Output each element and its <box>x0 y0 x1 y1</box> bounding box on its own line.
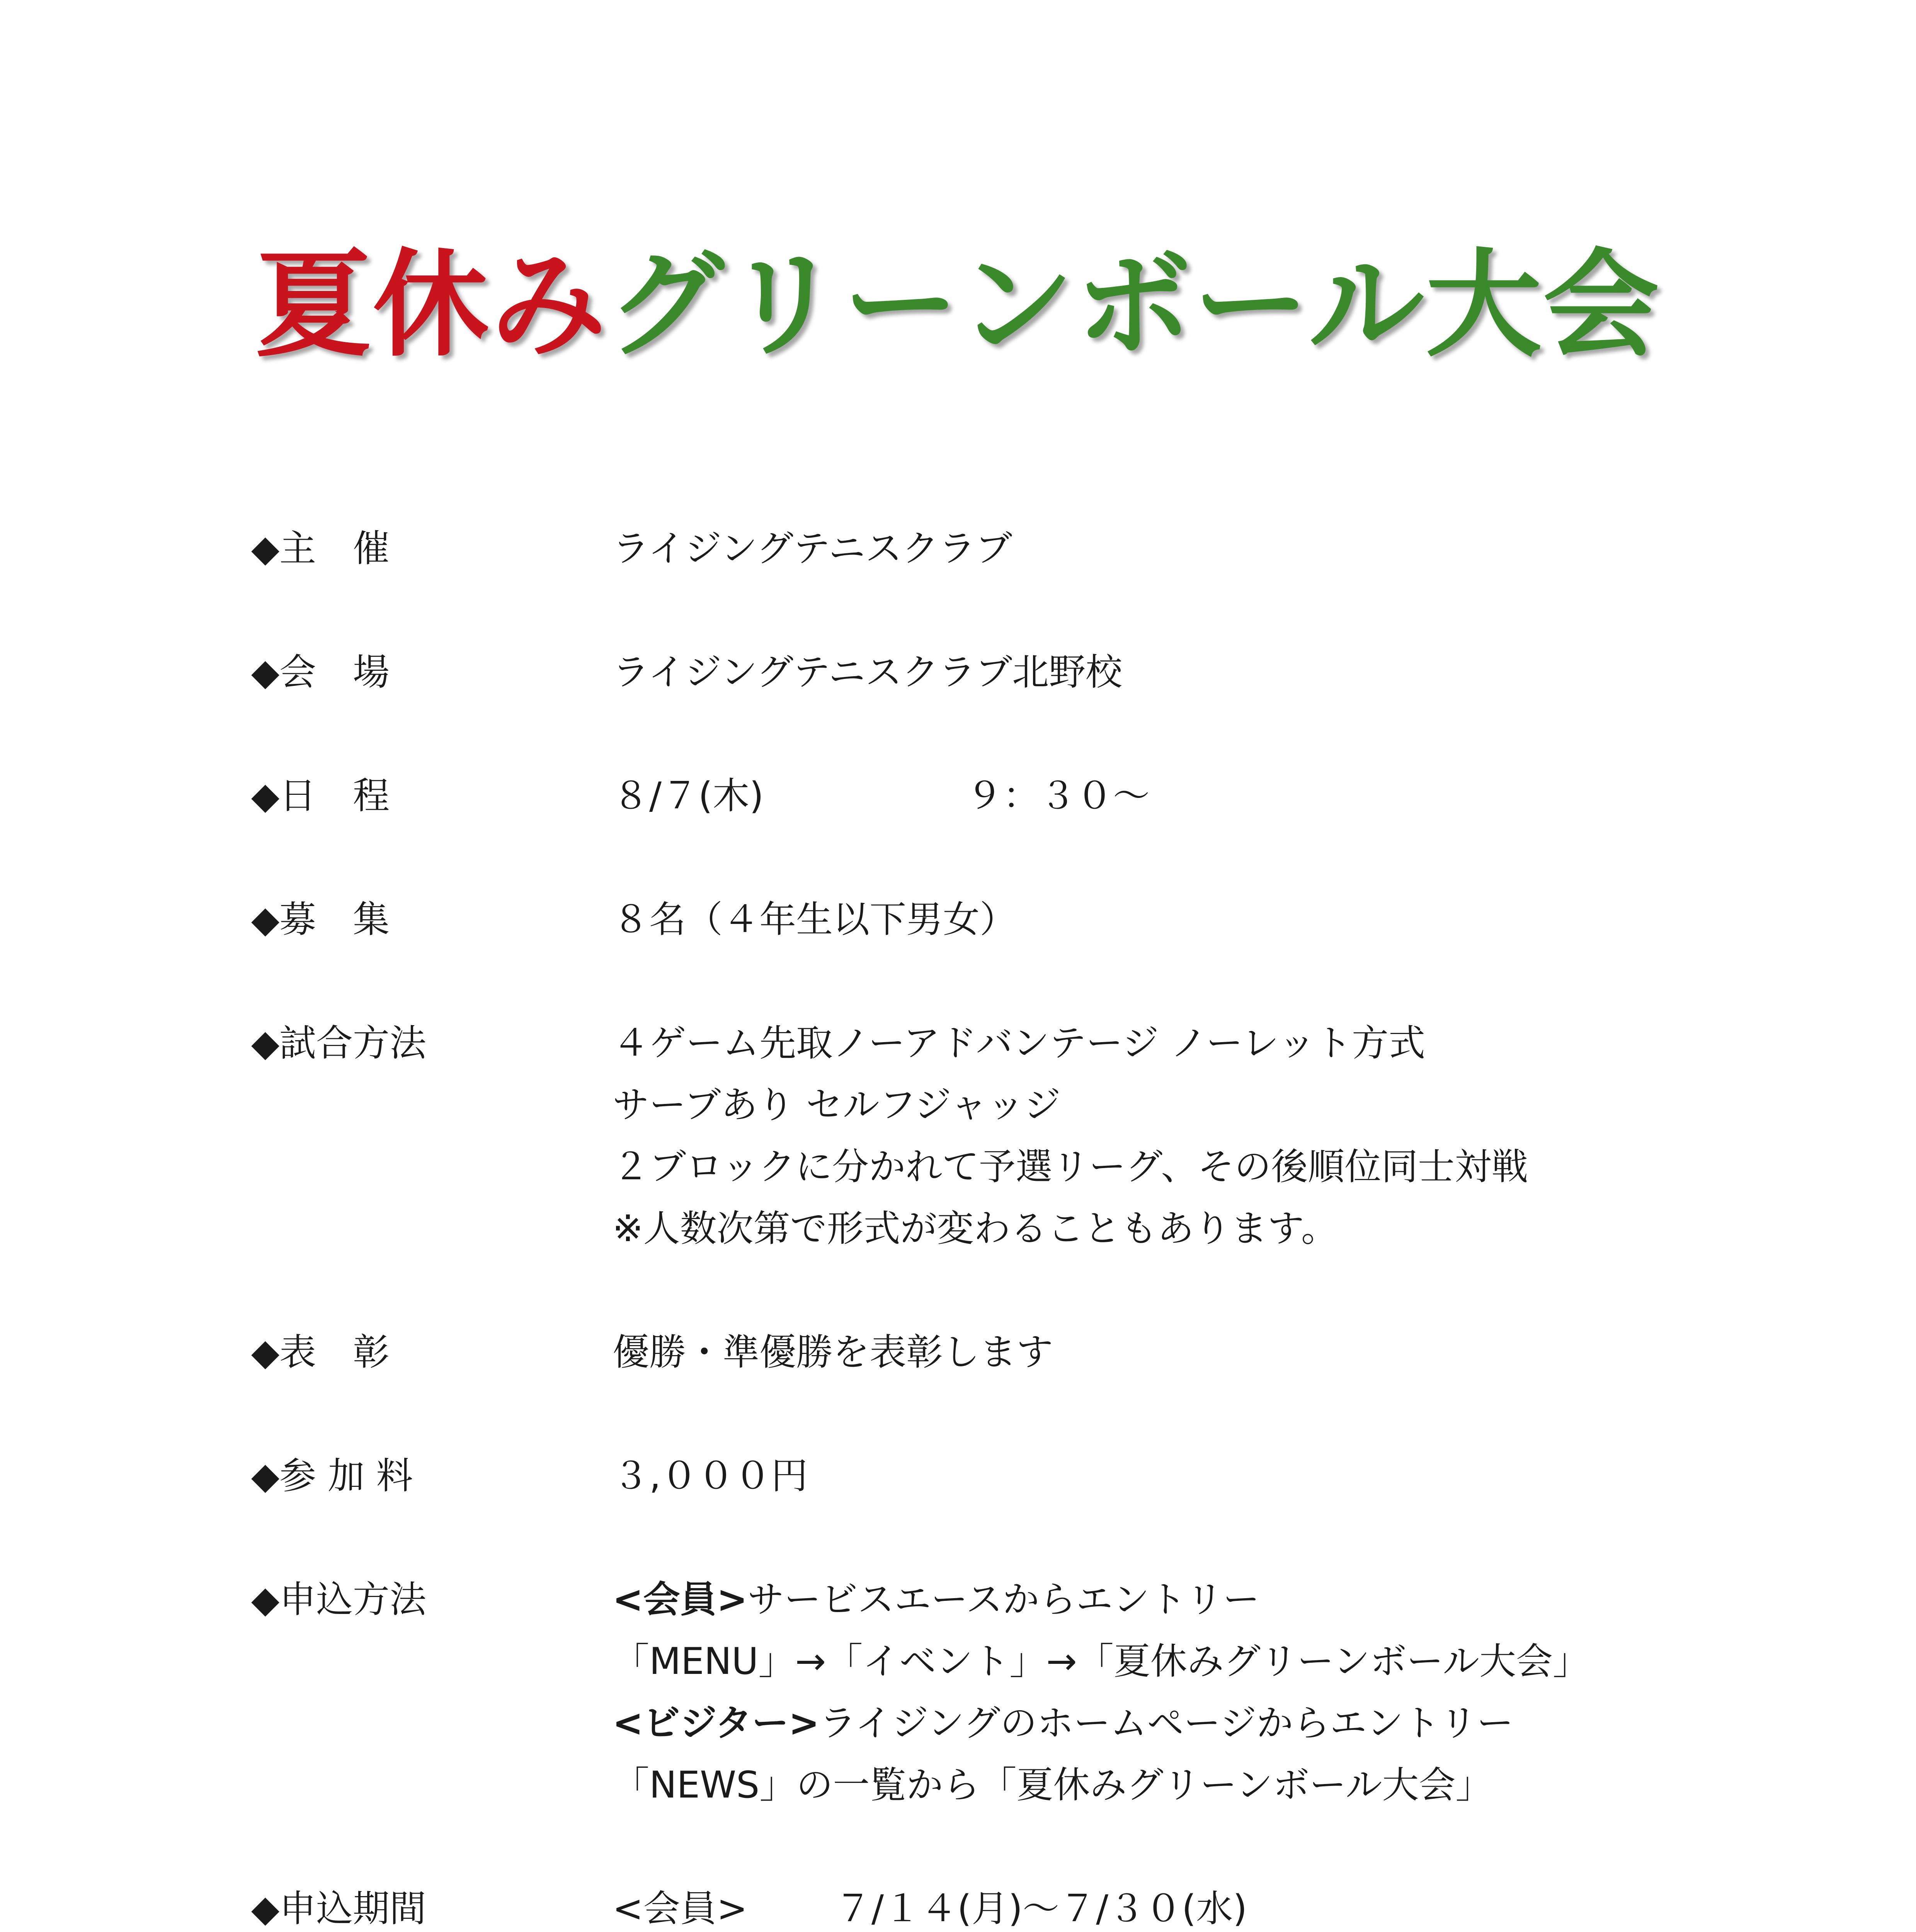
venue-label: ◆会 場 <box>251 651 390 694</box>
apply-member-text: サービスエースからエントリー <box>747 1578 1260 1621</box>
recruit-label: ◆募 集 <box>251 898 390 941</box>
match-lines <box>613 1012 1528 1260</box>
apply-label: ◆申込方法 <box>251 1578 427 1621</box>
apply-visitor-line <box>613 1692 1589 1754</box>
page-title <box>0 238 1916 372</box>
recruit-value: ８名（４年生以下男女） <box>613 898 1017 941</box>
apply-visitor-path: 「NEWS」の一覧から「夏休みグリーンボール大会」 <box>613 1764 1492 1806</box>
award-label: ◆表 彰 <box>251 1331 390 1374</box>
title-red-part: 夏休み <box>255 238 608 372</box>
title-green-part: グリーンボール大会 <box>608 238 1661 372</box>
organizer-label: ◆主 催 <box>251 527 390 570</box>
venue-value: ライジングテニスクラブ北野校 <box>613 651 1123 694</box>
match-line: ※人数次第で形式が変わることもあります。 <box>613 1208 1338 1250</box>
award-value: 優勝・準優勝を表彰します <box>613 1331 1053 1374</box>
match-line: サーブあり セルフジャッジ <box>613 1084 1061 1126</box>
fee-value: ３,０００円 <box>613 1455 808 1497</box>
organizer-value: ライジングテニスクラブ <box>613 527 1012 570</box>
apply-visitor-prefix: <ビジター> <box>613 1702 820 1745</box>
apply-visitor-text: ライジングのホームページからエントリー <box>819 1702 1514 1745</box>
time-value: ９：３０～ <box>966 775 1150 817</box>
period-member-label: <会員> <box>613 1888 748 1930</box>
apply-lines <box>613 1569 1589 1816</box>
match-label: ◆試合方法 <box>251 1022 427 1065</box>
match-line: ２ブロックに分かれて予選リーグ、その後順位同士対戦 <box>613 1146 1528 1188</box>
date-label: ◆日 程 <box>251 775 390 817</box>
fee-label: ◆参 加 料 <box>251 1455 413 1497</box>
apply-member-prefix: <会員> <box>613 1578 748 1621</box>
period-label: ◆申込期間 <box>251 1888 427 1930</box>
apply-member-path: 「MENU」→「イベント」→「夏休みグリーンボール大会」 <box>613 1640 1589 1683</box>
match-line: ４ゲーム先取ノーアドバンテージ ノーレット方式 <box>613 1022 1426 1065</box>
apply-member-line <box>613 1569 1589 1631</box>
period-member-dates: ７/１４(月)～７/３０(水) <box>835 1888 1247 1930</box>
date-value: ８/７(木) <box>613 775 764 817</box>
